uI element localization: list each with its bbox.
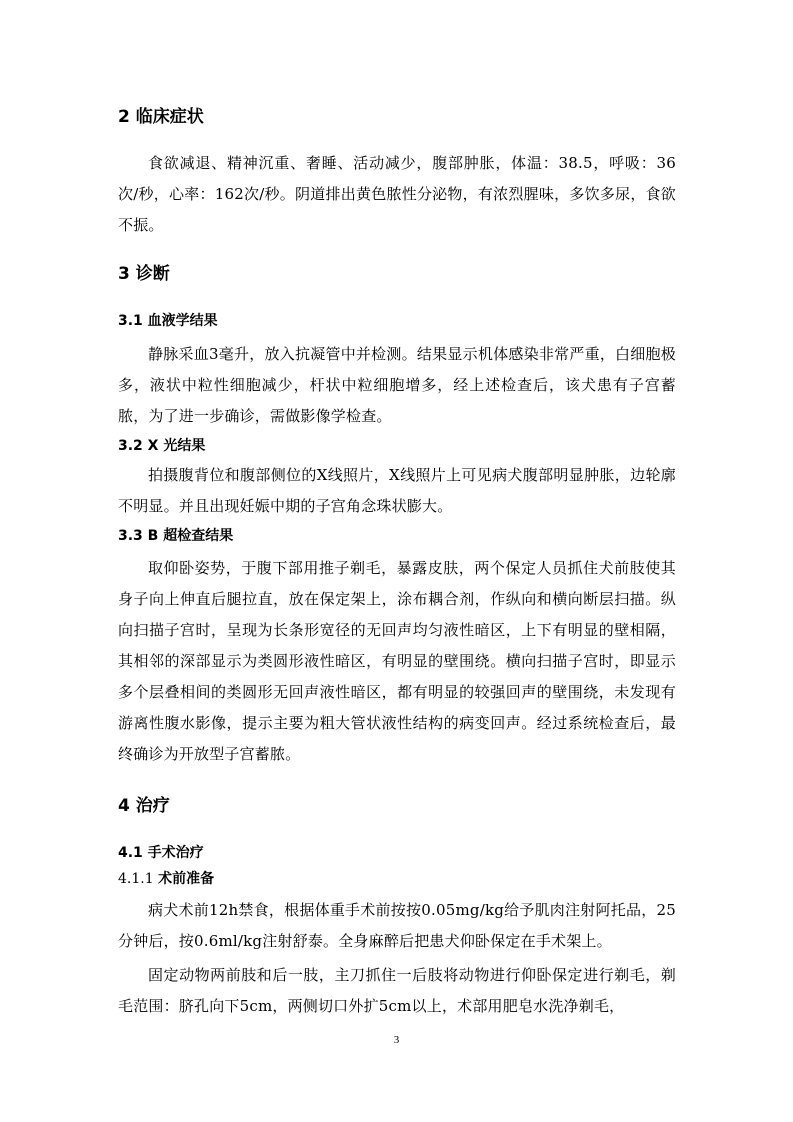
section-3-1-paragraph: 静脉采血3毫升，放入抗凝管中并检测。结果显示机体感染非常严重，白细胞极多，液状中粒性细胞减少，杆状中粒细胞增多，经上述检查后，该犬患有子宫蓄脓，为了进一步确诊，需做影像学检查。: [118, 345, 676, 425]
section-3-heading: 3 诊断: [118, 264, 170, 284]
section-4-1-1-paragraph-1: 病犬术前12h禁食，根据体重手术前按按0.05mg/kg给予肌肉注射阿托品，25分钟后，按0.6ml/kg注射舒泰。全身麻醉后把患犬仰卧保定在手术架上。: [118, 901, 676, 950]
section-3-2-paragraph: 拍摄腹背位和腹部侧位的X线照片，X线照片上可见病犬腹部明显肿胀，边轮廓不明显。并且出现妊娠中期的子宫角念珠状膨大。: [118, 466, 676, 515]
section-3-1-heading: 3.1 血液学结果: [118, 313, 218, 329]
section-4-1-1-heading: [118, 869, 214, 889]
section-3-2-heading: 3.2 X 光结果: [118, 438, 206, 454]
section-4-1-1-title: 术前准备: [158, 871, 215, 887]
page-number: 3: [393, 1034, 400, 1046]
section-4-1-1-paragraph-2: 固定动物两前肢和后一肢，主刀抓住一后肢将动物进行仰卧保定进行剃毛，剃毛范围：脐孔向下5cm，两侧切口外扩5cm以上，术部用肥皂水洗净剃毛，: [118, 966, 676, 1015]
section-3-3-heading: 3.3 B 超检查结果: [118, 528, 234, 544]
section-3-3-paragraph: 取仰卧姿势，于腹下部用推子剃毛，暴露皮肤，两个保定人员抓住犬前肢使其身子向上伸直后腿拉直，放在保定架上，涂布耦合剂，作纵向和横向断层扫描。纵向扫描子宫时，呈现为长条形宽径的无回声均匀液性暗区，上下有明显的壁相隔，其相邻的深部显示为类圆形液性暗区，有明显的壁围绕。横向扫描子宫时，即显示多个层叠相间的类圆形无回声液性暗区，都有明显的较强回声的壁围绕，未发现有游离性腹水影像，提示主要为粗大管状液性结构的病变回声。经过系统检查后，最终确诊为开放型子宫蓄脓。: [118, 559, 676, 763]
section-2-paragraph: 食欲减退、精神沉重、奢睡、活动减少，腹部肿胀，体温：38.5，呼吸：36次/秒，心率：162次/秒。阴道排出黄色脓性分泌物，有浓烈腥味，多饮多尿，食欲不振。: [118, 154, 676, 234]
section-4-1-heading: 4.1 手术治疗: [118, 845, 204, 861]
section-4-heading: 4 治疗: [118, 796, 170, 816]
section-2-heading: 2 临床症状: [118, 107, 204, 127]
section-4-1-1-number: 4.1.1: [118, 871, 159, 887]
